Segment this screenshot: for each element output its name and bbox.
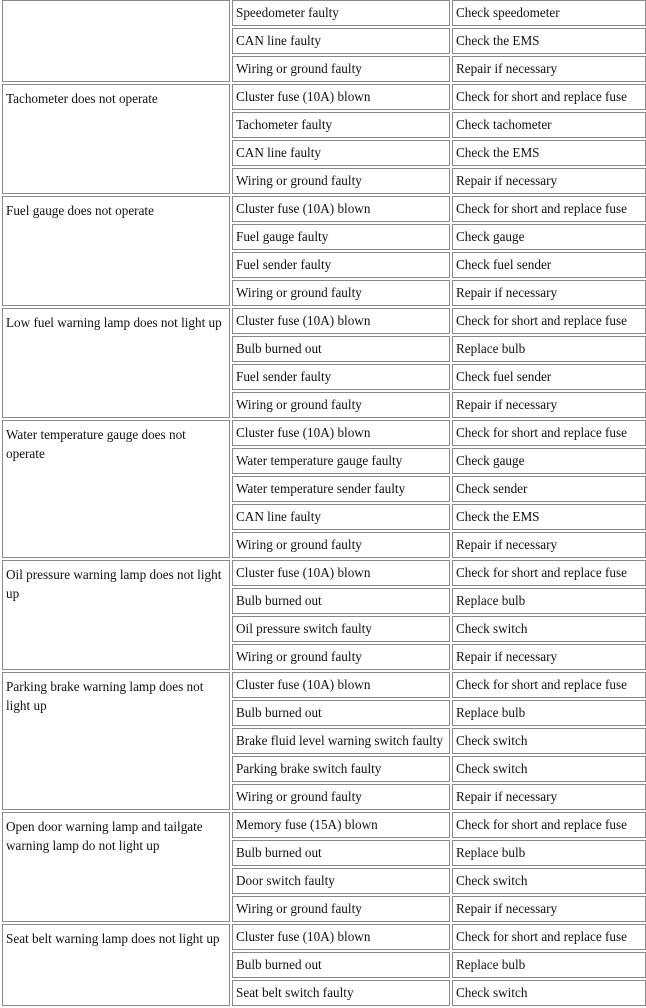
remedy-cell: Check switch	[452, 756, 646, 782]
cause-cell: Cluster fuse (10A) blown	[232, 196, 450, 222]
remedy-cell: Check for short and replace fuse	[452, 672, 646, 698]
table-row	[2, 84, 646, 110]
cause-cell: Wiring or ground faulty	[232, 784, 450, 810]
cause-cell: Cluster fuse (10A) blown	[232, 84, 450, 110]
table-row	[2, 0, 646, 26]
cause-cell: Bulb burned out	[232, 952, 450, 978]
cause-cell: CAN line faulty	[232, 140, 450, 166]
remedy-cell: Repair if necessary	[452, 784, 646, 810]
cause-cell: Speedometer faulty	[232, 0, 450, 26]
cause-cell: CAN line faulty	[232, 504, 450, 530]
cause-cell: Wiring or ground faulty	[232, 56, 450, 82]
table-row	[2, 196, 646, 222]
remedy-cell: Check gauge	[452, 224, 646, 250]
table-row	[2, 924, 646, 950]
remedy-cell: Repair if necessary	[452, 168, 646, 194]
remedy-cell: Check for short and replace fuse	[452, 308, 646, 334]
table-row	[2, 812, 646, 838]
cause-cell: Fuel sender faulty	[232, 364, 450, 390]
cause-cell: Cluster fuse (10A) blown	[232, 308, 450, 334]
remedy-cell: Replace bulb	[452, 336, 646, 362]
symptom-cell: Seat belt warning lamp does not light up	[2, 924, 230, 1006]
remedy-cell: Check for short and replace fuse	[452, 84, 646, 110]
remedy-cell: Check switch	[452, 868, 646, 894]
remedy-cell: Check speedometer	[452, 0, 646, 26]
cause-cell: Wiring or ground faulty	[232, 896, 450, 922]
table-row	[2, 560, 646, 586]
cause-cell: Oil pressure switch faulty	[232, 616, 450, 642]
cause-cell: Wiring or ground faulty	[232, 280, 450, 306]
table-body	[2, 0, 646, 1006]
cause-cell: Cluster fuse (10A) blown	[232, 560, 450, 586]
cause-cell: Wiring or ground faulty	[232, 532, 450, 558]
cause-cell: Cluster fuse (10A) blown	[232, 420, 450, 446]
cause-cell: Cluster fuse (10A) blown	[232, 672, 450, 698]
remedy-cell: Check for short and replace fuse	[452, 560, 646, 586]
cause-cell: Door switch faulty	[232, 868, 450, 894]
symptom-cell: Oil pressure warning lamp does not light up	[2, 560, 230, 670]
cause-cell: Wiring or ground faulty	[232, 644, 450, 670]
remedy-cell: Repair if necessary	[452, 896, 646, 922]
cause-cell: Seat belt switch faulty	[232, 980, 450, 1006]
remedy-cell: Replace bulb	[452, 952, 646, 978]
table-row	[2, 420, 646, 446]
remedy-cell: Check tachometer	[452, 112, 646, 138]
remedy-cell: Repair if necessary	[452, 56, 646, 82]
cause-cell: Bulb burned out	[232, 700, 450, 726]
symptom-cell: Low fuel warning lamp does not light up	[2, 308, 230, 418]
symptom-cell: Tachometer does not operate	[2, 84, 230, 194]
cause-cell: Bulb burned out	[232, 588, 450, 614]
cause-cell: CAN line faulty	[232, 28, 450, 54]
remedy-cell: Check fuel sender	[452, 252, 646, 278]
table-row	[2, 672, 646, 698]
cause-cell: Cluster fuse (10A) blown	[232, 924, 450, 950]
remedy-cell: Check the EMS	[452, 140, 646, 166]
remedy-cell: Repair if necessary	[452, 644, 646, 670]
remedy-cell: Check for short and replace fuse	[452, 196, 646, 222]
cause-cell: Bulb burned out	[232, 336, 450, 362]
cause-cell: Fuel sender faulty	[232, 252, 450, 278]
cause-cell: Memory fuse (15A) blown	[232, 812, 450, 838]
symptom-cell: Water temperature gauge does not operate	[2, 420, 230, 558]
remedy-cell: Check switch	[452, 728, 646, 754]
remedy-cell: Check sender	[452, 476, 646, 502]
remedy-cell: Check for short and replace fuse	[452, 924, 646, 950]
cause-cell: Brake fluid level warning switch faulty	[232, 728, 450, 754]
remedy-cell: Check the EMS	[452, 28, 646, 54]
symptom-cell	[2, 0, 230, 82]
cause-cell: Wiring or ground faulty	[232, 168, 450, 194]
remedy-cell: Repair if necessary	[452, 532, 646, 558]
symptom-cell: Parking brake warning lamp does not light up	[2, 672, 230, 810]
cause-cell: Tachometer faulty	[232, 112, 450, 138]
remedy-cell: Check fuel sender	[452, 364, 646, 390]
remedy-cell: Replace bulb	[452, 588, 646, 614]
cause-cell: Wiring or ground faulty	[232, 392, 450, 418]
remedy-cell: Check switch	[452, 980, 646, 1006]
remedy-cell: Check switch	[452, 616, 646, 642]
remedy-cell: Check for short and replace fuse	[452, 812, 646, 838]
symptom-cell: Fuel gauge does not operate	[2, 196, 230, 306]
remedy-cell: Replace bulb	[452, 700, 646, 726]
cause-cell: Parking brake switch faulty	[232, 756, 450, 782]
table-row	[2, 308, 646, 334]
remedy-cell: Check the EMS	[452, 504, 646, 530]
cause-cell: Fuel gauge faulty	[232, 224, 450, 250]
remedy-cell: Repair if necessary	[452, 280, 646, 306]
symptom-cell: Open door warning lamp and tailgate warning lamp do not light up	[2, 812, 230, 922]
cause-cell: Water temperature sender faulty	[232, 476, 450, 502]
remedy-cell: Repair if necessary	[452, 392, 646, 418]
remedy-cell: Replace bulb	[452, 840, 646, 866]
remedy-cell: Check gauge	[452, 448, 646, 474]
cause-cell: Bulb burned out	[232, 840, 450, 866]
remedy-cell: Check for short and replace fuse	[452, 420, 646, 446]
cause-cell: Water temperature gauge faulty	[232, 448, 450, 474]
